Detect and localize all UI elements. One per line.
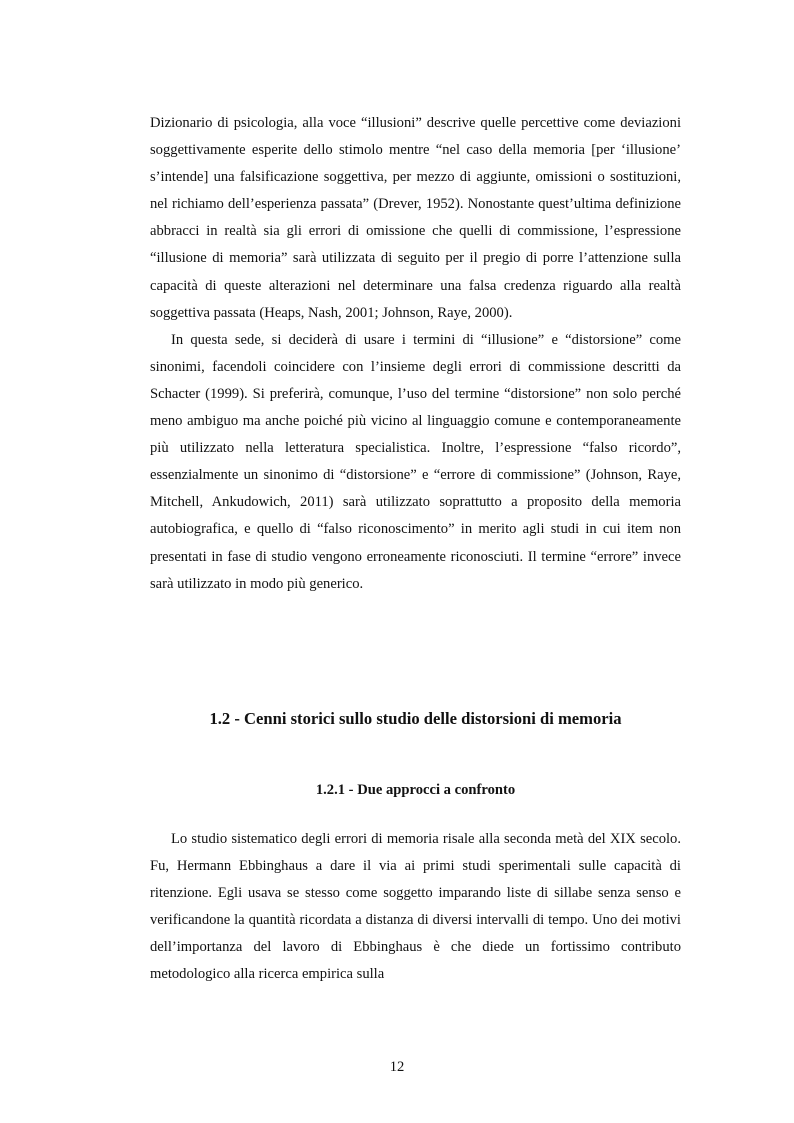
subsection-title: 1.2.1 - Due approcci a confronto: [315, 782, 516, 798]
page-number: 12: [389, 1059, 405, 1075]
paragraph-illusioni-definition: Dizionario di psicologia, alla voce “illusioni” descrive quelle percettive come deviazioni soggettivamente esperite dello stimolo mentre “nel caso della memoria [per ‘illusione’ s’intende] una falsificazione soggettiva, per mezzo di aggiunte, omissioni o sostituzioni, nel richiamo dell’esperienza passata” (Drever, 1952). Nonostante quest’ultima definizione abbracci in realtà sia gli errori di omissione che quelli di commissione, l’espressione “illusione di memoria” sarà utilizzata di seguito per il pregio di porre l’attenzione sulla capacità di queste alterazioni nel determinare una falsa credenza riguardo alla realtà soggettiva passata (Heaps, Nash, 2001; Johnson, Raye, 2000).: [150, 115, 681, 321]
paragraph-terminology: In questa sede, si deciderà di usare i termini di “illusione” e “distorsione” come sinonimi, facendoli coincidere con l’insieme degli errori di commissione descritti da Schacter (1999). Si preferirà, comunque, l’uso del termine “distorsione” non solo perché meno ambiguo ma anche poiché più vicino al linguaggio comune e contemporaneamente più utilizzato nella letteratura specialistica. Inoltre, l’espressione “falso ricordo”, essenzialmente un sinonimo di “distorsione” e “errore di commissione” (Johnson, Raye, Mitchell, Ankudowich, 2011) sarà utilizzato soprattutto a proposito della memoria autobiografica, e quello di “falso riconoscimento” in merito agli studi in cui item non presentati in fase di studio vengono erroneamente riconosciuti. Il termine “errore” invece sarà utilizzato in modo più generico.: [150, 331, 681, 592]
body-text-bottom: [150, 826, 681, 989]
body-text-top: [150, 110, 681, 598]
paragraph-ebbinghaus: Lo studio sistematico degli errori di memoria risale alla seconda metà del XIX secolo. Fu, Hermann Ebbinghaus a dare il via ai primi studi sperimentali sulle capacità di ritenzione. Egli usava se stesso come soggetto imparando liste di sillabe senza senso e verificandone la quantità ricordata a distanza di diversi intervalli di tempo. Uno dei motivi dell’importanza del lavoro di Ebbinghaus è che diede un fortissimo contributo metodologico alla ricerca empirica sulla: [150, 831, 681, 983]
section-title: 1.2 - Cenni storici sullo studio delle distorsioni di memoria: [209, 709, 622, 728]
